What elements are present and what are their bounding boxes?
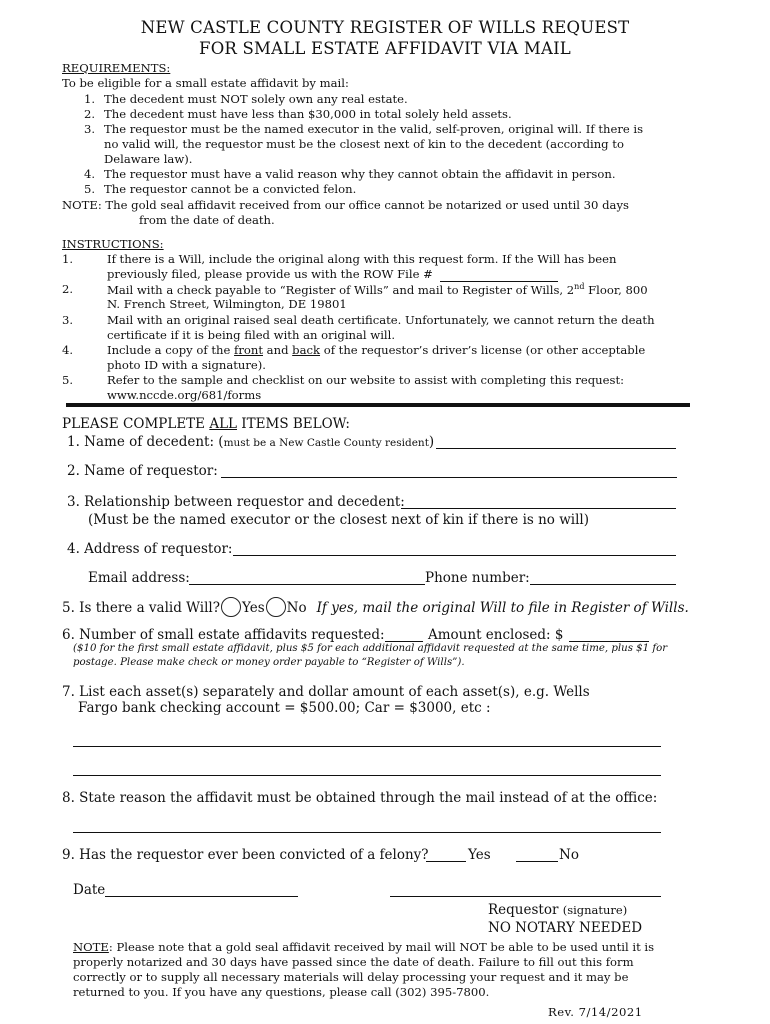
felony-no-field[interactable] (516, 861, 558, 862)
requirement-item: 2. The decedent must have less than $30,000 in total solely held assets. (84, 107, 512, 121)
felony-no-label: No (559, 847, 579, 863)
form-title-line2: FOR SMALL ESTATE AFFIDAVIT VIA MAIL (199, 39, 571, 58)
q5-note: If yes, mail the original Will to file in Register of Wills. (316, 600, 689, 616)
q6-label: 6. Number of small estate affidavits requested: (62, 627, 385, 643)
phone-field[interactable] (530, 584, 676, 585)
section-divider (66, 403, 690, 407)
requirements-heading: REQUIREMENTS: (62, 61, 171, 75)
requirement-item: 1. The decedent must NOT solely own any real estate. (84, 92, 408, 106)
requirements-intro: To be eligible for a small estate affidavit by mail: (62, 76, 349, 90)
relationship-field[interactable] (401, 508, 676, 509)
requirement-item: 3. The requestor must be the named executor in the valid, self-proven, original will. If there is (84, 122, 644, 136)
instruction-1-line2: previously filed, please provide us with the ROW File # (107, 267, 433, 281)
instructions-heading: INSTRUCTIONS: (62, 237, 164, 251)
footer-note-line3: correctly or to supply all necessary materials will delay processing your request and it may be (73, 970, 629, 984)
felony-yes-label: Yes (468, 847, 491, 863)
felony-yes-field[interactable] (426, 861, 466, 862)
reason-field[interactable] (73, 832, 661, 833)
requirements-note-line2: from the date of death. (139, 213, 275, 227)
footer-note-line4: returned to you. If you have any questions, please call (302) 395-7800. (73, 985, 490, 999)
revision-date: Rev. 7/14/2021 (548, 1005, 643, 1019)
no-notary-label: NO NOTARY NEEDED (488, 920, 643, 936)
instruction-3-num: 3. (62, 313, 74, 327)
instruction-5-num: 5. (62, 373, 74, 387)
requirement-item: 5. The requestor cannot be a convicted felon. (84, 182, 357, 196)
instruction-2-num: 2. (62, 282, 74, 296)
fee-note-line2: postage. Please make check or money order payable to “Register of Wills”). (73, 657, 465, 668)
instruction-1-num: 1. (62, 252, 74, 266)
instruction-5-line1: Refer to the sample and checklist on our website to assist with completing this request: (107, 373, 625, 387)
instruction-2-line1: Mail with a check payable to “Register of Wills” and mail to Register of Wills, 2nd Floor, 800 (107, 282, 648, 297)
requestor-signature-label: Requestor (signature) (488, 902, 628, 918)
assets-field-line2[interactable] (73, 775, 661, 776)
q5-row (62, 597, 689, 617)
address-field[interactable] (233, 555, 676, 556)
will-yes-label: Yes (241, 600, 265, 616)
assets-field-line1[interactable] (73, 746, 661, 747)
affidavit-count-field[interactable] (385, 641, 423, 642)
q4-label: 4. Address of requestor: (67, 541, 233, 557)
instruction-1-line1: If there is a Will, include the original along with this request form. If the Will has been (107, 252, 617, 266)
requirement-item: no valid will, the requestor must be the closest next of kin to the decedent (according to (104, 137, 624, 151)
requirements-note-line1: NOTE: The gold seal affidavit received from our office cannot be notarized or used until 30 days (62, 198, 629, 212)
website-link[interactable]: www.nccde.org/681/forms (107, 388, 262, 402)
requestor-name-field[interactable] (221, 477, 677, 478)
amount-field[interactable] (569, 641, 649, 642)
q3-label: 3. Relationship between requestor and decedent: (67, 494, 405, 510)
instruction-4-line1: Include a copy of the front and back of the requestor’s driver’s license (or other acceptable (107, 343, 646, 357)
amount-label: Amount enclosed: $ (428, 627, 564, 643)
q1-label: 1. Name of decedent: (must be a New Castle County resident) (67, 434, 435, 450)
email-field[interactable] (189, 584, 425, 585)
requirement-item: 4. The requestor must have a valid reason why they cannot obtain the affidavit in person. (84, 167, 616, 181)
email-label: Email address: (88, 570, 190, 586)
footer-note-line1: NOTE: Please note that a gold seal affidavit received by mail will NOT be able to be used until it is (73, 940, 655, 954)
instruction-3-line1: Mail with an original raised seal death certificate. Unfortunately, we cannot return the death (107, 313, 655, 327)
q7-line2: Fargo bank checking account = $500.00; Car = $3000, etc : (78, 700, 491, 716)
phone-label: Phone number: (425, 570, 530, 586)
q8-label: 8. State reason the affidavit must be obtained through the mail instead of at the office: (62, 790, 658, 806)
q5-label: 5. Is there a valid Will? (62, 600, 220, 616)
instruction-4-num: 4. (62, 343, 74, 357)
date-field[interactable] (105, 896, 298, 897)
requirement-item: Delaware law). (104, 152, 193, 166)
q7-line1: 7. List each asset(s) separately and dollar amount of each asset(s), e.g. Wells (62, 684, 590, 700)
instruction-2-line2: N. French Street, Wilmington, DE 19801 (107, 297, 347, 311)
q3-note: (Must be the named executor or the closest next of kin if there is no will) (88, 512, 589, 528)
will-no-radio[interactable] (266, 597, 286, 617)
fee-note-line1: ($10 for the first small estate affidavit, plus $5 for each additional affidavit requested at the same time, plus $1 for (73, 643, 668, 654)
form-heading: PLEASE COMPLETE ALL ITEMS BELOW: (62, 416, 350, 432)
footer-note-line2: properly notarized and 30 days have passed since the date of death. Failure to fill out this form (73, 955, 634, 969)
q2-label: 2. Name of requestor: (67, 463, 218, 479)
form-title-line1: NEW CASTLE COUNTY REGISTER OF WILLS REQUEST (140, 18, 630, 37)
will-no-label: No (286, 600, 307, 616)
instruction-4-line2: photo ID with a signature). (107, 358, 266, 372)
will-yes-radio[interactable] (221, 597, 241, 617)
date-label: Date (73, 882, 106, 898)
q9-label: 9. Has the requestor ever been convicted of a felony? (62, 847, 429, 863)
signature-field[interactable] (390, 896, 661, 897)
instruction-3-line2: certificate if it is being filed with an original will. (107, 328, 396, 342)
decedent-name-field[interactable] (436, 448, 676, 449)
